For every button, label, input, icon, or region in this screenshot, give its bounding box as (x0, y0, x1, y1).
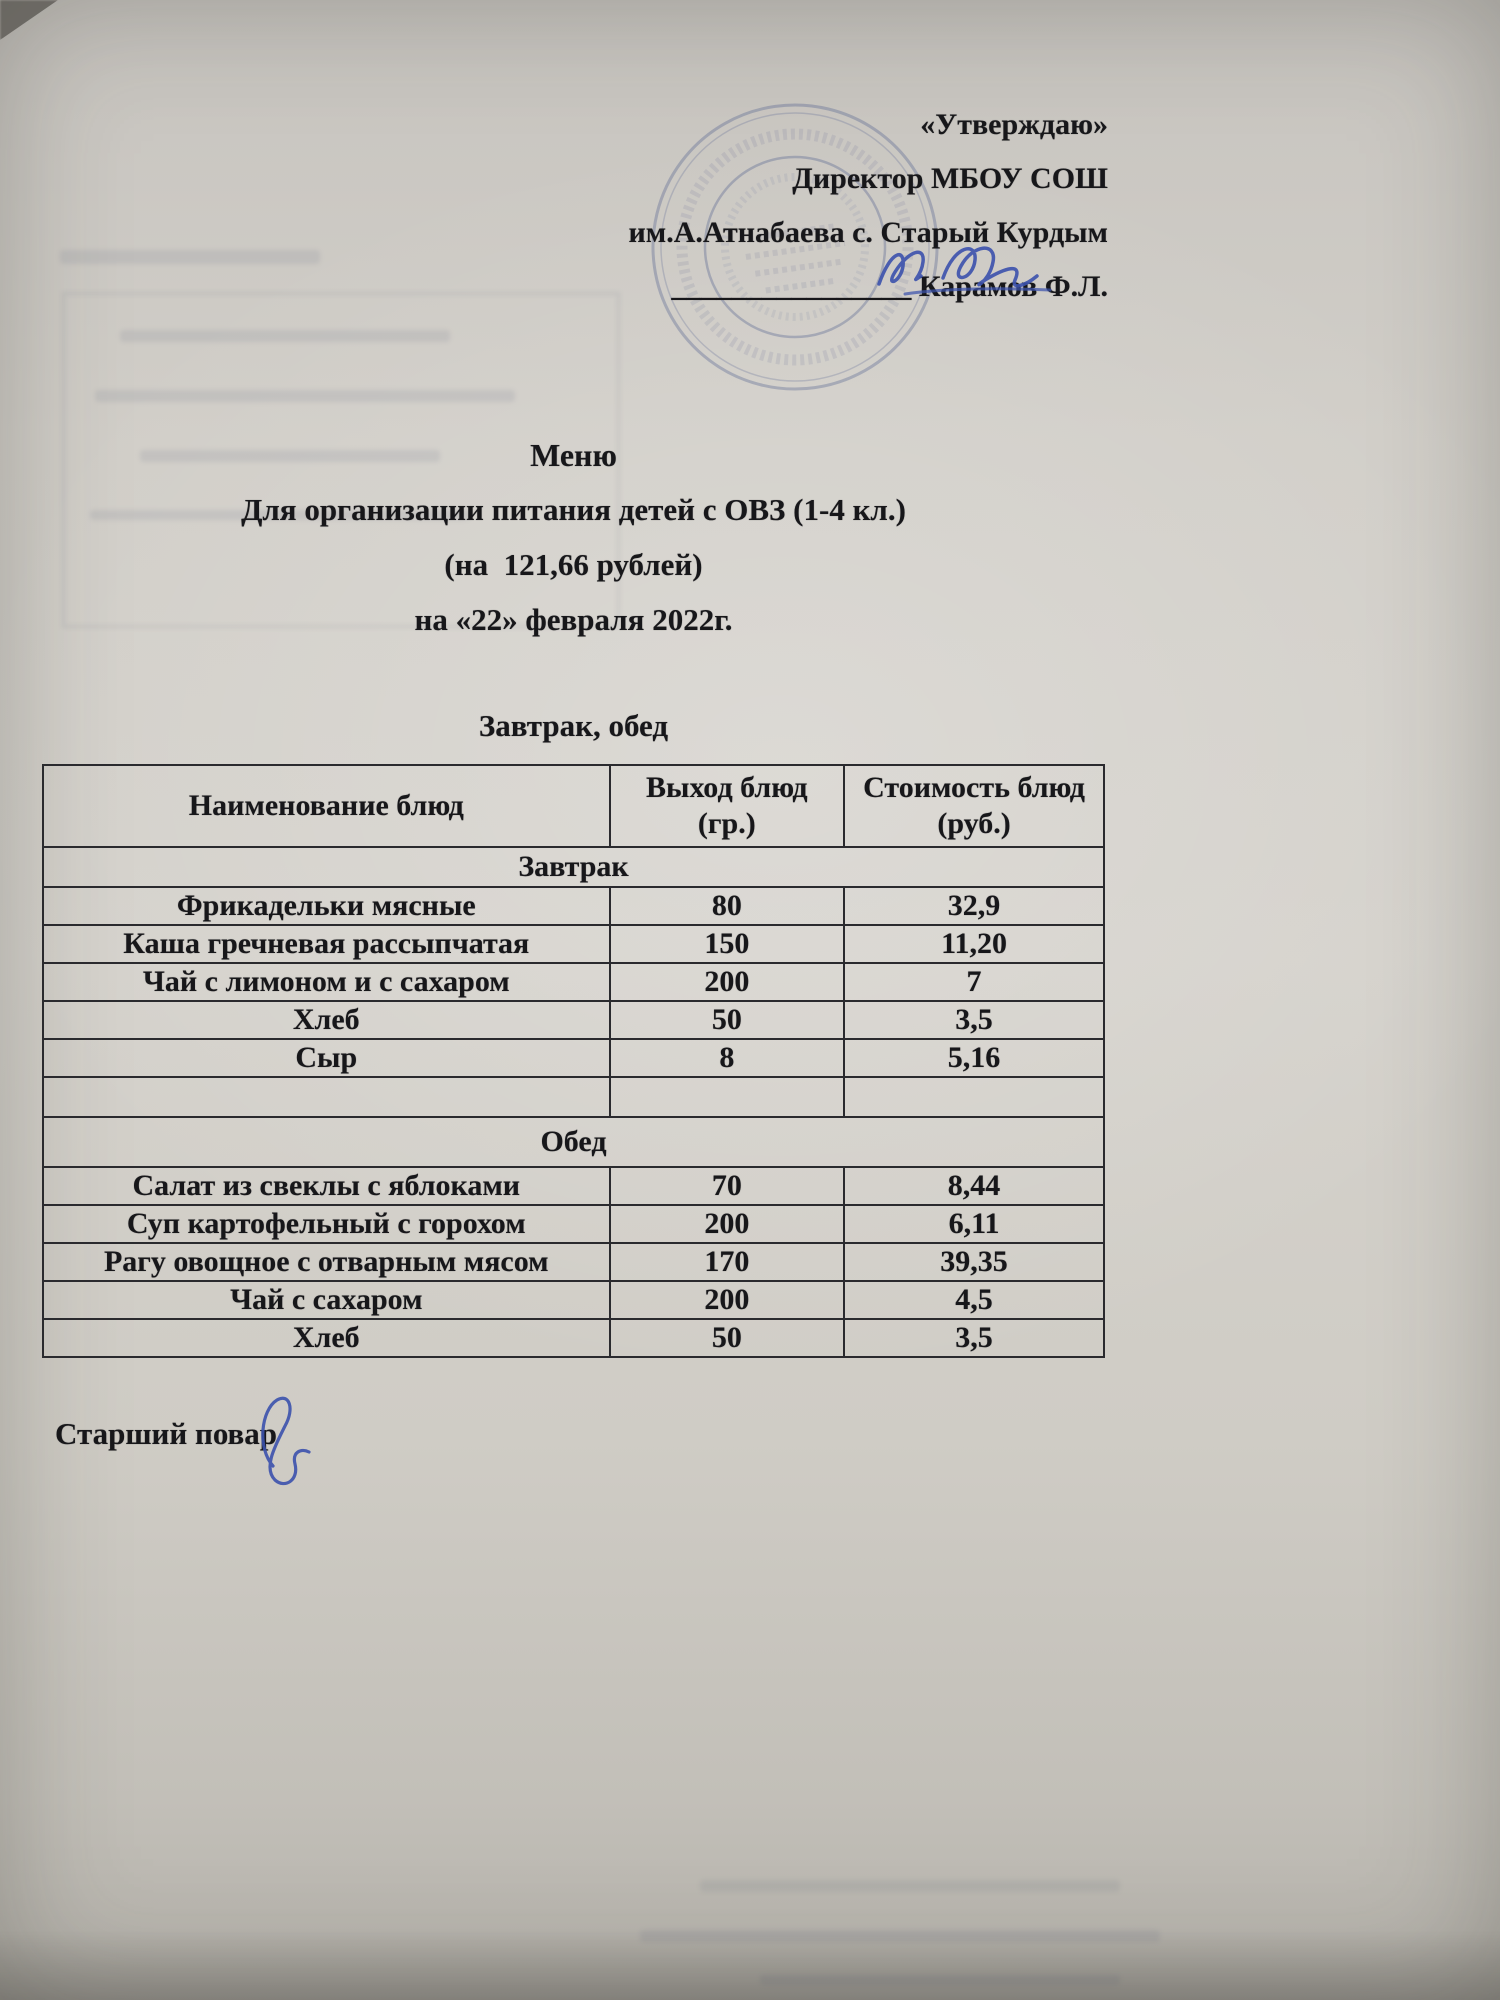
dish-output: 170 (610, 1243, 844, 1281)
approval-signer-name: Карамов Ф.Л. (911, 270, 1108, 303)
meals-heading: Завтрак, обед (478, 708, 669, 743)
dish-cost: 11,20 (844, 925, 1104, 963)
dish-output: 70 (610, 1167, 844, 1205)
doc-title: Меню (530, 437, 617, 473)
empty-cell (43, 1077, 610, 1117)
breakfast-section-row (43, 847, 1104, 887)
col-header-cost (844, 765, 1104, 847)
approval-school-line: им.А.Атнабаева с. Старый Курдым (628, 216, 1108, 249)
approval-director-line: Директор МБОУ СОШ (792, 162, 1108, 195)
col-header-dish (43, 765, 610, 847)
dish-cost: 4,5 (844, 1281, 1104, 1319)
table-row (43, 925, 1104, 963)
table-row (43, 1281, 1104, 1319)
table-row (43, 1319, 1104, 1357)
dish-cost: 8,44 (844, 1167, 1104, 1205)
dish-output: 200 (610, 963, 844, 1001)
dish-output: 80 (610, 887, 844, 925)
dish-output: 8 (610, 1039, 844, 1077)
table-row (43, 1243, 1104, 1281)
dish-name: Хлеб (43, 1001, 610, 1039)
dish-output: 150 (610, 925, 844, 963)
doc-date-line: на «22» февраля 2022г. (414, 602, 733, 637)
dish-name: Каша гречневая рассыпчатая (43, 925, 610, 963)
dish-cost: 6,11 (844, 1205, 1104, 1243)
col-header-text: Наименование блюд (188, 789, 464, 822)
director-signature-icon (865, 232, 1085, 312)
table-row (43, 1039, 1104, 1077)
dish-cost: 39,35 (844, 1243, 1104, 1281)
col-header-output (610, 765, 844, 847)
table-row (43, 963, 1104, 1001)
table-row (43, 1167, 1104, 1205)
doc-budget-line: (на 121,66 рублей) (444, 547, 703, 582)
col-header-text: Выход блюд (646, 771, 808, 804)
dish-name: Сыр (43, 1039, 610, 1077)
dish-name: Салат из свеклы с яблоками (43, 1167, 610, 1205)
lunch-section-label: Обед (43, 1117, 1104, 1167)
signature-underscores: ________________ (671, 270, 912, 303)
table-row (43, 1001, 1104, 1039)
bleed-through-ghost (700, 1880, 1120, 1892)
dish-cost: 7 (844, 963, 1104, 1001)
dish-cost: 32,9 (844, 887, 1104, 925)
doc-subtitle: Для организации питания детей с ОВЗ (1-4 кл.) (241, 492, 906, 527)
dish-name: Фрикадельки мясные (43, 887, 610, 925)
dish-output: 50 (610, 1001, 844, 1039)
cook-signature-icon (243, 1388, 333, 1498)
dish-name: Суп картофельный с горохом (43, 1205, 610, 1243)
breakfast-section-label: Завтрак (43, 847, 1104, 887)
dish-cost: 3,5 (844, 1319, 1104, 1357)
dish-output: 50 (610, 1319, 844, 1357)
dish-cost: 3,5 (844, 1001, 1104, 1039)
empty-cell (844, 1077, 1104, 1117)
lunch-section-row (43, 1117, 1104, 1167)
table-row (43, 887, 1104, 925)
approval-quote: «Утверждаю» (920, 108, 1108, 141)
dish-cost: 5,16 (844, 1039, 1104, 1077)
dish-output: 200 (610, 1281, 844, 1319)
col-header-text: (гр.) (697, 807, 756, 840)
bleed-through-ghost (60, 250, 320, 264)
empty-spacer-row (43, 1077, 1104, 1117)
dish-output: 200 (610, 1205, 844, 1243)
head-cook-label: Старший повар (55, 1416, 278, 1451)
table-header-row (43, 765, 1104, 847)
photo-bottom-shadow (0, 1930, 1500, 2000)
col-header-text: (руб.) (937, 807, 1011, 840)
table-row (43, 1205, 1104, 1243)
dish-name: Хлеб (43, 1319, 610, 1357)
dish-name: Рагу овощное с отварным мясом (43, 1243, 610, 1281)
dish-name: Чай с сахаром (43, 1281, 610, 1319)
bleed-through-ghost (95, 390, 515, 402)
dish-name: Чай с лимоном и с сахаром (43, 963, 610, 1001)
photo-corner-shadow (0, 0, 58, 40)
empty-cell (610, 1077, 844, 1117)
menu-table (42, 764, 1105, 1358)
bleed-through-ghost (120, 330, 450, 342)
col-header-text: Стоимость блюд (863, 771, 1085, 804)
